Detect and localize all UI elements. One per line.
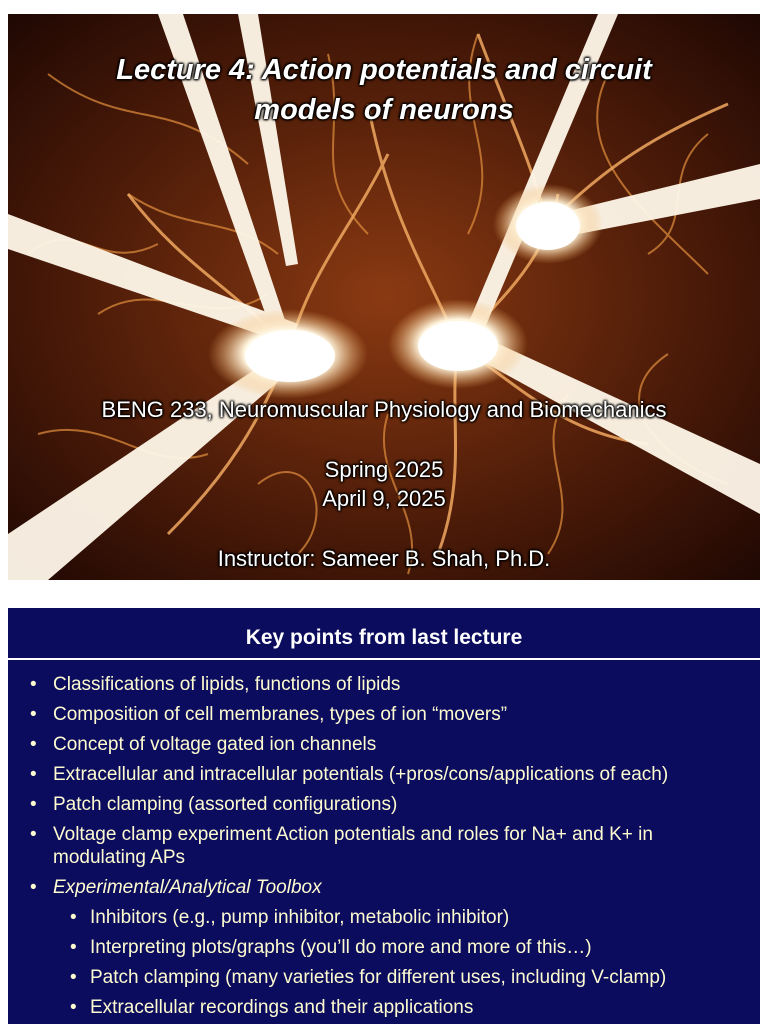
bullet-icon: • xyxy=(30,794,37,815)
bullet-icon: • xyxy=(30,824,37,845)
list-item: • Patch clamping (assorted configurations) xyxy=(30,794,398,815)
bullet-icon: • xyxy=(30,877,37,898)
instructor: Instructor: Sameer B. Shah, Ph.D. xyxy=(217,546,551,571)
bullet-icon: • xyxy=(30,764,37,785)
sub-list-item: • Extracellular recordings and their applications xyxy=(70,997,474,1018)
slide-heading: Key points from last lecture xyxy=(8,608,760,660)
bullet-icon: • xyxy=(30,674,37,695)
course-name: BENG 233, Neuromuscular Physiology and Biomechanics xyxy=(101,397,667,422)
bullet-icon: • xyxy=(70,937,77,958)
list-item: • Voltage clamp experiment Action potentials and roles for Na+ and K+ in modulating APs xyxy=(30,824,653,868)
list-item: • Extracellular and intracellular potentials (+pros/cons/applications of each) xyxy=(30,764,669,785)
list-item: • Composition of cell membranes, types of ion “movers” xyxy=(30,704,508,725)
sub-list-item: • Interpreting plots/graphs (you’ll do more and more of this…) xyxy=(70,937,592,958)
list-item: • Concept of voltage gated ion channels xyxy=(30,734,377,755)
sub-list-item: • Inhibitors (e.g., pump inhibitor, metabolic inhibitor) xyxy=(70,907,510,928)
bullet-icon: • xyxy=(70,967,77,988)
lecture-date: April 9, 2025 xyxy=(322,486,446,511)
sub-list-item: • Patch clamping (many varieties for different uses, including V-clamp) xyxy=(70,967,667,988)
term: Spring 2025 xyxy=(324,457,444,482)
bullet-icon: • xyxy=(30,734,37,755)
bullet-icon: • xyxy=(30,704,37,725)
bullet-icon: • xyxy=(70,997,77,1018)
list-item: • Classifications of lipids, functions of lipids xyxy=(30,674,401,695)
key-points-slide xyxy=(8,608,760,1024)
list-item-toolbox: • Experimental/Analytical Toolbox xyxy=(30,877,322,898)
bullet-icon: • xyxy=(70,907,77,928)
slide-title: Lecture 4: Action potentials and circuit models of neurons xyxy=(116,54,652,126)
title-slide xyxy=(8,14,760,580)
bullet-list xyxy=(8,660,760,1019)
